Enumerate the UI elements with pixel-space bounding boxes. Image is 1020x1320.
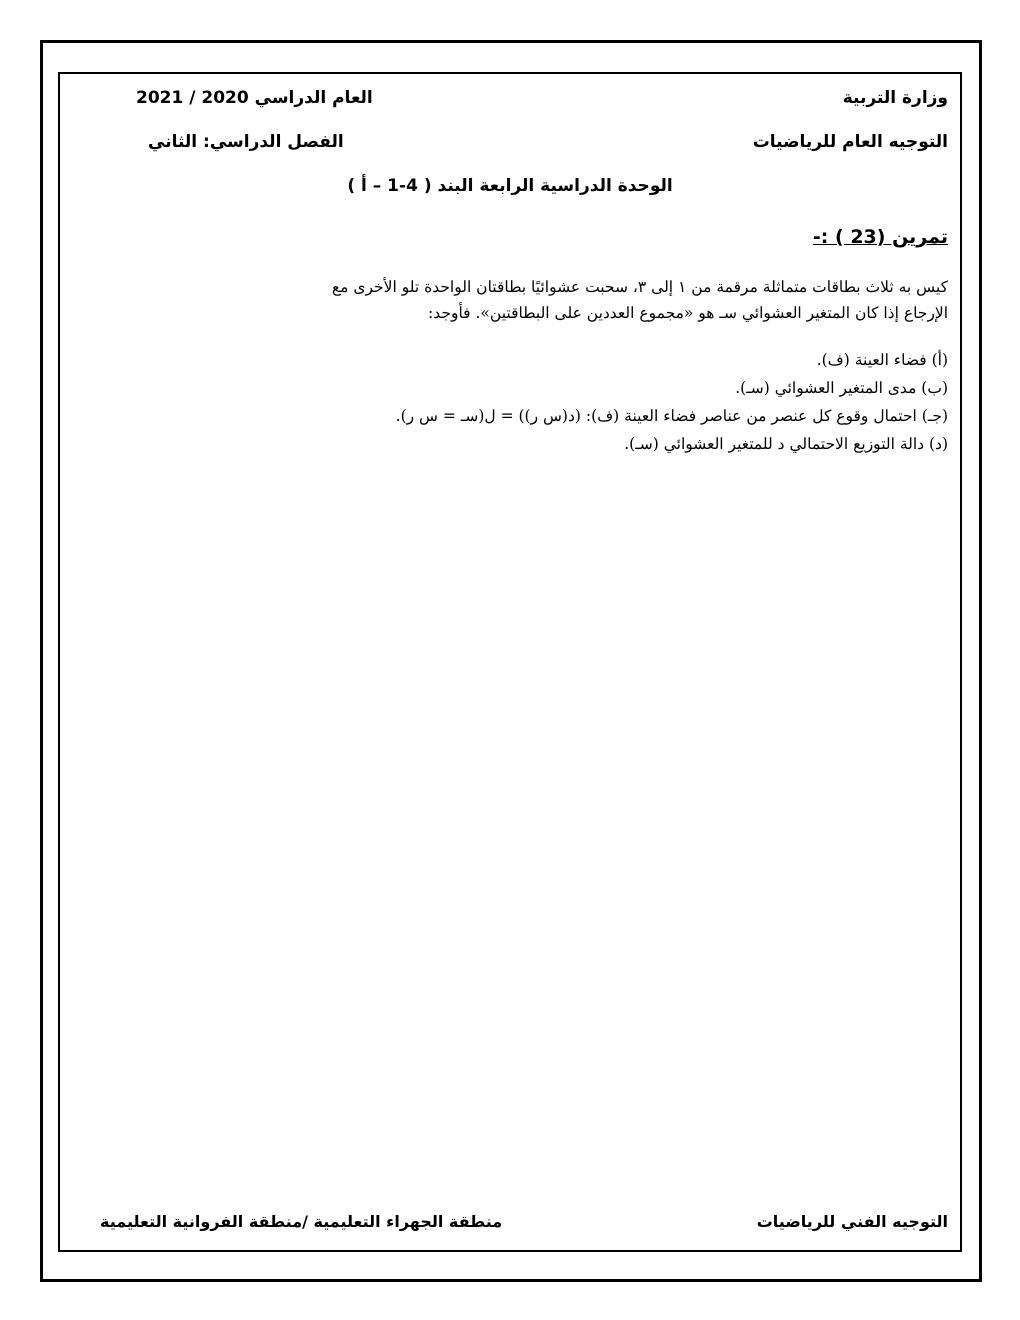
footer-educational-regions: منطقة الجهراء التعليمية /منطقة الفروانية التعليمية — [100, 1212, 503, 1231]
intro-line-2: الإرجاع إذا كان المتغير العشوائي سـ هو «مجموع العددين على البطاقتين». فأوجد: — [428, 304, 948, 322]
part-b: (ب) مدى المتغير العشوائي (سـ). — [735, 379, 948, 397]
semester-label: الفصل الدراسي: الثاني — [148, 132, 344, 152]
footer-technical-direction: التوجيه الفني للرياضيات — [756, 1212, 948, 1231]
inner-page-border — [58, 72, 962, 1252]
general-directorate: التوجيه العام للرياضيات — [752, 132, 948, 152]
exercise-title: تمرين (23 ) :- — [812, 226, 948, 248]
part-a: (أ) فضاء العينة (ف). — [816, 351, 948, 369]
part-c: (جـ) احتمال وقوع كل عنصر من عناصر فضاء العينة (ف): (د(س ر)) = ل(سـ = س ر). — [395, 407, 948, 425]
exercise-parts — [168, 346, 948, 458]
ministry-name: وزارة التربية — [842, 88, 948, 108]
intro-line-1: كيس به ثلاث بطاقات متماثلة مرقمة من ١ إلى ٣، سحبت عشوائيًا بطاقتان الواحدة تلو الأخرى مع — [331, 278, 948, 296]
exercise-intro — [168, 274, 948, 326]
academic-year: العام الدراسي 2020 / 2021 — [136, 88, 373, 108]
unit-title: الوحدة الدراسية الرابعة البند ( 4-1 – أ ) — [347, 176, 673, 196]
part-d: (د) دالة التوزيع الاحتمالي د للمتغير العشوائي (سـ). — [624, 435, 948, 453]
